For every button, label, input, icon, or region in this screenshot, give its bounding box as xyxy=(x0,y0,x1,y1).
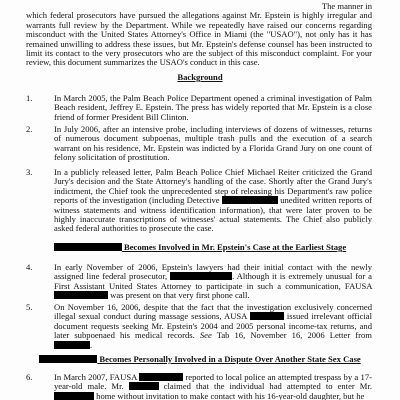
paragraph-text: In July 2006, after an intensive probe, including interviews of dozens of witnesses, returns of numerous document subpoenas, multiple trash pulls and the execution of a search warrant on his residence, Mr. Epstein was indicted by a Florida Grand Jury on one count of felony solicitation of prostitution. xyxy=(54,124,372,163)
paragraph-text-part: . Although it is extremely unusual for a First Assistant United States Attorney to participate in such a communication, FAUSA xyxy=(54,271,372,291)
numbered-paragraph-6 xyxy=(26,373,372,400)
paragraph-text xyxy=(54,373,372,400)
section-heading-dispute xyxy=(0,355,400,364)
section-heading-early-involvement xyxy=(0,243,400,252)
redaction-bar xyxy=(54,243,122,251)
numbered-paragraph-4 xyxy=(26,263,372,301)
numbered-paragraph-2 xyxy=(26,125,372,163)
paragraph-text-part: On November 16, 2006, despite that the fact that the investigation exclusively concerned illegal sexual conduct during massage sessions, AUSA xyxy=(54,302,372,322)
redaction-bar xyxy=(54,291,108,299)
paragraph-number: 4. xyxy=(26,262,33,272)
numbered-paragraph-1 xyxy=(26,94,372,122)
heading-text: Background xyxy=(177,72,223,82)
redaction-bar xyxy=(54,392,94,400)
citation-signal: See xyxy=(199,330,212,341)
paragraph-text-part: home without invitation to make contact with his 16-year-old daughter, but he xyxy=(96,390,365,400)
paragraph-text-part: In a publicly released letter, Palm Beach Police Chief Michael Reiter criticized the Grand Jury's decision and the State Attorney's handling of the case. Shortly after the Grand Jury's indictment, the Chief took the unprecedented step of releasing his Department's raw police reports of the investigation (including Detective xyxy=(54,167,372,206)
redaction-bar xyxy=(54,339,93,350)
paragraph-number: 3. xyxy=(26,167,33,177)
numbered-paragraph-3 xyxy=(26,168,372,234)
paragraph-text-part: issued irrelevant official document requests seeking Mr. Epstein's 2004 and 2005 personal income-tax returns, and later subpoenaed his medical records. xyxy=(54,311,372,341)
intro-paragraph xyxy=(26,2,372,68)
paragraph-text xyxy=(54,263,372,301)
intro-lead: The manner in xyxy=(321,1,372,11)
section-heading-background xyxy=(0,73,400,82)
paragraph-text-part: In March 2007, FAUSA xyxy=(54,372,137,382)
paragraph-text-part: In early November of 2006, Epstein's lawyers had their initial contact with the newly assigned line federal prosecutor, xyxy=(54,262,372,282)
paragraph-text-part: claimed that the individual had attempted to enter Mr. xyxy=(163,381,372,392)
paragraph-number: 1. xyxy=(26,93,33,103)
paragraph-number: 2. xyxy=(26,124,33,134)
redaction-bar xyxy=(39,355,97,363)
redaction-bar xyxy=(170,272,232,280)
paragraph-text-part: Tab 16, November 16, 2006 Letter from xyxy=(216,330,372,341)
paragraph-text-part: reported to local police an attempted trespass by a 17-year-old male. Mr. xyxy=(54,372,372,392)
heading-text: Becomes Personally Involved in a Dispute Over Another State Sex Case xyxy=(99,354,361,364)
heading-text: Becomes Involved in Mr. Epstein's Case at the Earliest Stage xyxy=(124,242,347,252)
redaction-bar xyxy=(222,196,278,204)
paragraph-text: In March 2005, the Palm Beach Police Department opened a criminal investigation of Palm Beach resident, Jeffrey E. Epstein. The press has widely reported that Mr. Epstein is a close friend of former President Bill Clinton. xyxy=(54,93,372,122)
paragraph-text-part: . xyxy=(90,339,93,350)
redaction-bar xyxy=(250,312,284,320)
paragraph-text xyxy=(54,303,372,350)
paragraph-number: 6. xyxy=(26,372,33,382)
paragraph-text xyxy=(54,168,372,234)
paragraph-text-part: was present on that very first phone call. xyxy=(110,290,250,301)
redaction-bar xyxy=(129,382,159,390)
numbered-paragraph-5 xyxy=(26,303,372,350)
paragraph-number: 5. xyxy=(26,302,33,312)
intro-text: which federal prosecutors have pursued the allegations against Mr. Epstein is highly irregular and warrants full review by the Department. While we repeatedly have raised our concerns regarding misconduct with the United States Attorney's Office in Miami (the "USAO"), not only has it has remained unwilling to address these issues, but Mr. Epstein's defense counsel has been instructed to limit its contact to the very prosecutors who are the subject of this misconduct complaint. For your review, this document summarizes the USAO's conduct in this case. xyxy=(26,10,372,68)
paragraph-text-part: unedited written reports of witness statements and witness identification information), that were later proven to be highly inaccurate transcriptions of witnesses' actual statements. The Chief also publicly asked federal authorities to prosecute the case. xyxy=(54,195,373,234)
redaction-bar xyxy=(139,373,183,381)
